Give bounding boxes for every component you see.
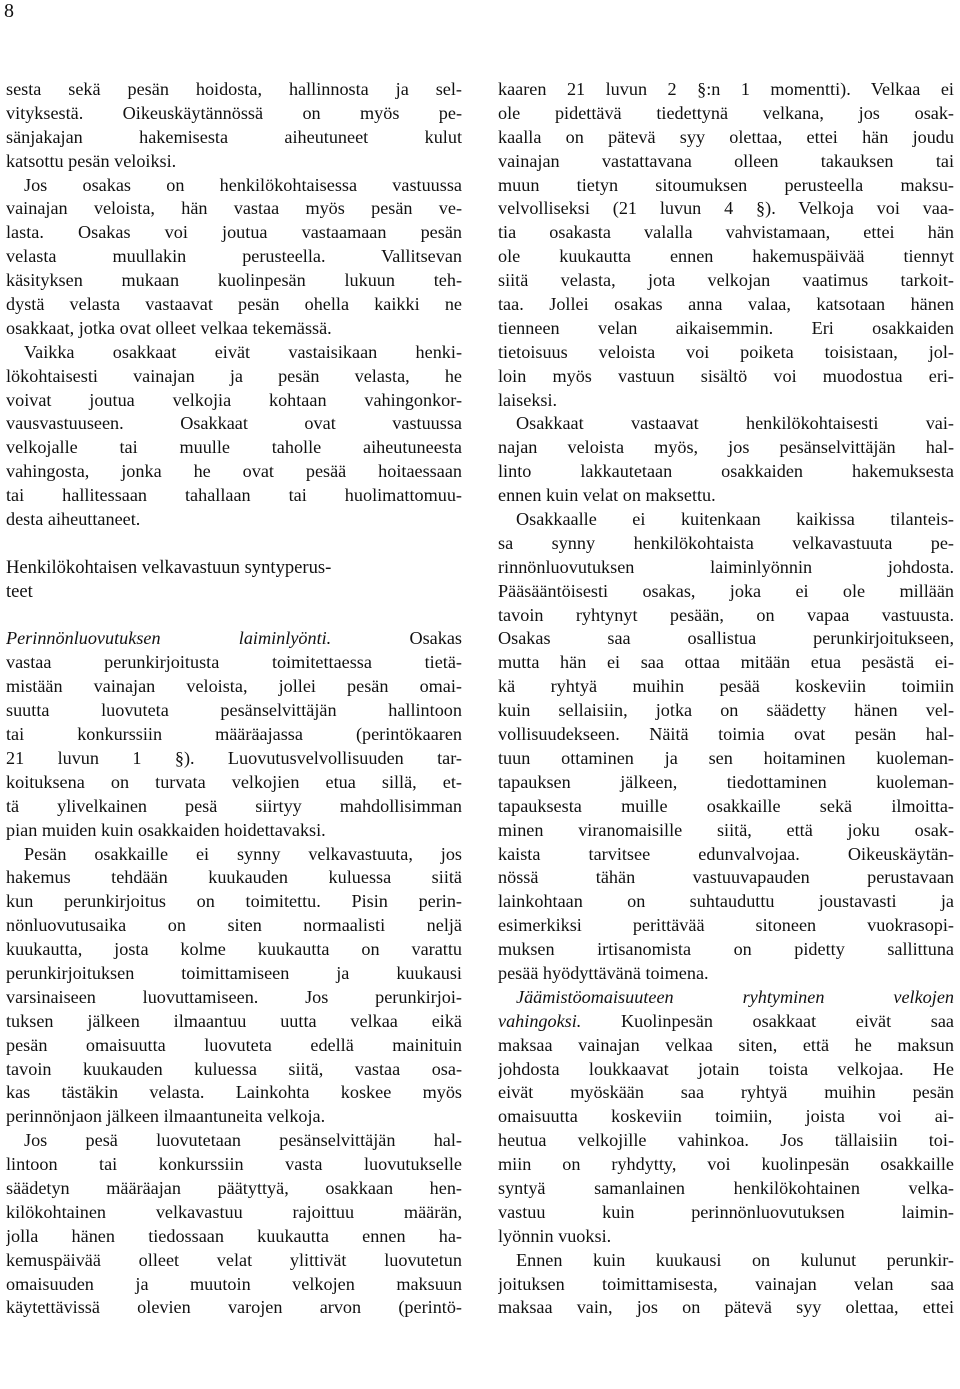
text-line: dystä velasta vastaavat pesän ohella kaikki ne <box>6 294 462 315</box>
text-line: perunkirjoituksen toimittamiseen ja kuukausi <box>6 962 462 983</box>
text-line: vollisuudekseen. Näitä toimia ovat pesän hal- <box>498 724 954 745</box>
text-line: taa. Jollei osakas anna valaa, katsotaan hänen <box>498 294 954 315</box>
text-line: Ennen kuin kuukausi on kulunut perunkir- <box>516 1249 954 1270</box>
text-line: vityksestä. Oikeuskäytännössä on myös pe- <box>6 102 462 123</box>
text-line: kaalla on pätevä syy olettaa, ettei hän joudu <box>498 126 954 147</box>
italic-run-in-heading: Perinnönluovutuksen laiminlyönti. <box>6 628 332 649</box>
text-line: mistään vainajan veloista, jollei pesän omai- <box>6 676 462 697</box>
text-line: katsottu pesän veloiksi. <box>6 150 177 171</box>
text-line: hakemus tehdään kuukauden kuluessa siitä <box>6 867 462 888</box>
text-line: siitä velasta, jota velkojan vaatimus tarkoit- <box>498 270 954 291</box>
text-line: mutta hän ei saa ottaa mitään etua pesästä ei- <box>498 652 954 673</box>
text-line: syntyä samanlainen henkilökohtainen velka- <box>498 1177 954 1198</box>
text-line: tavoin ryhtynyt pesään, on vapaa vastuusta. <box>498 604 954 625</box>
text-line: omaisuuden ja muutoin velkojen maksuun <box>6 1273 462 1294</box>
italic-run-in-heading: Jäämistöomaisuuteen ryhtyminen velkojen <box>516 986 954 1007</box>
text-line: Jos pesä luovutetaan pesänselvittäjän hal- <box>24 1130 462 1151</box>
text-line: miin on ryhdytty, voi kuolinpesän osakkaille <box>498 1154 954 1175</box>
page-number: 8 <box>4 0 14 22</box>
text-line: vainajan veloista, hän vastaa myös pesän ve- <box>6 198 462 219</box>
text-line: maksaa vainajan velkaa siten, että he maksun <box>498 1034 954 1055</box>
text-line: 21 luvun 1 §). Luovutusvelvollisuuden tar- <box>6 747 462 768</box>
text-line: pesää hyödyttävänä toimena. <box>498 962 709 983</box>
text-line: voivat joutua velkojia kohtaan vahingonkor- <box>6 389 462 410</box>
text-line: pian muiden kuin osakkaiden hoidettavaksi. <box>6 819 326 840</box>
text-line: lasta. Osakas voi joutua vastaamaan pesän <box>6 222 462 243</box>
left-column <box>6 78 462 1320</box>
text-line: lintoon tai konkurssiin vasta luovutukselle <box>6 1154 462 1175</box>
text-line: lainkohtaan on suhtauduttu joustavasti ja <box>498 891 954 912</box>
heading-line-1: Henkilökohtaisen velkavastuun syntyperus- <box>6 556 332 578</box>
text-line: kaista tarvitsee edunvalvojaa. Oikeuskäytän- <box>498 843 954 864</box>
text-line: laiseksi. <box>498 389 558 410</box>
text-line: linto lakkautetaan osakkaiden hakemuksesta <box>498 461 954 482</box>
text-line: lökohtaisesti vainajan ja pesän velasta, he <box>6 365 462 386</box>
text-line: ole pidettävä tiedettynä velkana, jos osak- <box>498 102 954 123</box>
text-line: kaaren 21 luvun 2 §:n 1 momentti). Velkaa ei <box>498 79 954 99</box>
text-line: nönluovutusaika on siten normaalisti neljä <box>6 915 462 936</box>
text-line: vainajan vastattavana olleen takauksen tai <box>498 150 954 171</box>
text-line: vahingoksi. Kuolinpesän osakkaat eivät saa <box>498 1010 954 1031</box>
text-line: velkojalle tai muulle taholle aiheutuneesta <box>6 437 462 458</box>
text-line: tuksen jälkeen ilmaantuu uutta velkaa eikä <box>6 1010 462 1031</box>
text-line: vastuu kuin perinnönluovutuksen laimin- <box>498 1201 954 1222</box>
text-line: tienneen velan aikaisemmin. Eri osakkaiden <box>498 317 954 338</box>
text-line: tä ylivelkainen pesä siirtyy mahdollisimman <box>6 795 462 816</box>
text-line: Osakas saa osallistua perunkirjoitukseen, <box>498 628 954 649</box>
text-line: vahingosta, jonka he ovat pesää hoitaessaan <box>6 461 462 482</box>
text-line: käytettävissä olevien varojen arvon (perintö- <box>6 1297 462 1318</box>
text-line: desta aiheuttaneet. <box>6 509 141 530</box>
text-line: joituksen toimittamisesta, vainajan velan saa <box>498 1273 954 1294</box>
text-line: esimerkiksi perittävää sitoneen vuokrasopi- <box>498 915 954 936</box>
right-column <box>498 78 954 1320</box>
text-line: sänjakajan hakemisesta aiheutuneet kulut <box>6 126 462 147</box>
text-line: Pesän osakkaille ei synny velkavastuuta, jos <box>24 843 462 864</box>
text-line: kas tästäkin velasta. Lainkohta koskee myös <box>6 1082 462 1103</box>
text-line: perinnönjaon jälkeen ilmaantuneita velkoja. <box>6 1106 326 1127</box>
section-heading <box>6 556 462 604</box>
text-line: johdosta loukkaavat jotain toista velkojaa. He <box>498 1058 954 1079</box>
spacer <box>6 604 462 628</box>
text-line: suutta luovuteta pesänselvittäjän hallintoon <box>6 700 462 721</box>
text-line: lyönnin vuoksi. <box>498 1225 612 1246</box>
text-line: Osakkaalle ei kuitenkaan kaikissa tilanteis- <box>516 509 954 530</box>
text-line: käsityksen mukaan kuolinpesän lukuun teh- <box>6 270 462 291</box>
left-text-block-2 <box>6 627 462 1320</box>
text-line: Vaikka osakkaat eivät vastaisikaan henki- <box>24 341 462 362</box>
text-line: sa synny henkilökohtaista velkavastuuta pe- <box>498 532 954 553</box>
text-line: najan veloista myös, jos pesänselvittäjän hal- <box>498 437 954 458</box>
text-line: tia osakasta valalla vahvistamaan, ettei hän <box>498 222 954 243</box>
text-line: tavoin kuukauden kuluessa siitä, vastaa osa- <box>6 1058 462 1079</box>
text-line: velasta muullakin perusteella. Vallitsevan <box>6 246 462 267</box>
text-line: rinnönluovutuksen laiminlyönnin johdosta. <box>498 556 954 577</box>
text-line: tietoisuus veloista voi poiketa toisistaan, jol- <box>498 341 954 362</box>
text-line: ennen kuin velat on maksettu. <box>498 485 716 506</box>
text-line: eivät myöskään saa ryhtyä muihin pesän <box>498 1082 954 1103</box>
text-line: maksaa vain, jos on pätevä syy olettaa, ettei <box>498 1297 954 1318</box>
heading-line-2: teet <box>6 580 33 602</box>
text-line: kilökohtainen velkavastuu rajoittuu määrän, <box>6 1201 462 1222</box>
right-text-block <box>498 78 954 1320</box>
text-line: heutua velkojille vahinkoa. Jos tällaisiin toi- <box>498 1130 954 1151</box>
text-line: varsinaiseen luovuttamiseen. Jos perunkirjoi- <box>6 986 462 1007</box>
italic-run-in-heading: vahingoksi. <box>498 1010 582 1031</box>
text-line: tai hallitessaan tahallaan tai huolimattomuu- <box>6 485 462 506</box>
text-line: muksen irtisanomista on pidetty sallittuna <box>498 939 954 960</box>
text-line: muun tietyn sitoumuksen perusteella maksu- <box>498 174 954 195</box>
left-text-block-1 <box>6 78 462 532</box>
text-line: Pääsääntöisesti osakas, joka ei ole millään <box>498 580 954 601</box>
text-line: kemuspäivää olleet velat ylittivät luovutetun <box>6 1249 462 1270</box>
text-line: Jos osakas on henkilökohtaisessa vastuussa <box>24 174 462 195</box>
text-line: tai konkurssiin määräajassa (perintökaaren <box>6 724 462 745</box>
text-line: osakkaat, jotka ovat olleet velkaa tekemässä. <box>6 317 332 338</box>
text-line: ole kuukautta ennen hakemuspäivää tiennyt <box>498 246 954 267</box>
text-line: säädetyn määräajan päätyttyä, osakkaan hen- <box>6 1177 462 1198</box>
text-line: omaisuutta koskeviin toimiin, joista voi ai- <box>498 1106 954 1127</box>
text-line: tuun ottaminen ja sen hoitaminen kuoleman- <box>498 747 954 768</box>
text-line: tapauksen jälkeen, tiedottaminen kuoleman- <box>498 771 954 792</box>
spacer <box>6 532 462 556</box>
text-line: Osakkaat vastaavat henkilökohtaisesti vai- <box>516 413 954 434</box>
text-line: tapauksesta muille osakkaille sekä ilmoitta- <box>498 795 954 816</box>
text-line <box>498 986 954 1010</box>
text-line: velvolliseksi (21 luvun 4 §). Velkoja voi vaa- <box>498 198 954 219</box>
text-line: nössä tähän vastuuvapauden perustavaan <box>498 867 954 888</box>
text-line: vausvastuuseen. Osakkaat ovat vastuussa <box>6 413 462 434</box>
text-line: pesän omaisuutta luovuteta edellä mainituin <box>6 1034 462 1055</box>
text-line: kä ryhtyä muihin pesää koskeviin toimiin <box>498 676 954 697</box>
text-line: Perinnönluovutuksen laiminlyönti. Osakas <box>6 628 462 649</box>
text-line: loin myös vastuun sisältö voi muodostua eri- <box>498 365 954 386</box>
text-line: sesta sekä pesän hoidosta, hallinnosta ja sel- <box>6 79 462 99</box>
text-line: koituksena on turvata velkojien etua sillä, et- <box>6 771 462 792</box>
text-line: jolla hänen tiedossaan kuukautta ennen ha- <box>6 1225 462 1246</box>
text-line: kuukautta, josta kolme kuukautta on varattu <box>6 939 462 960</box>
text-line: kuin sellaisiin, jotka on säädetty hänen vel- <box>498 700 954 721</box>
text-line: kun perunkirjoitus on toimitettu. Pisin perin- <box>6 891 462 912</box>
text-line: minen viranomaisille siitä, että joku osak- <box>498 819 954 840</box>
text-line: vastaa perunkirjoitusta toimitettaessa tietä- <box>6 652 462 673</box>
